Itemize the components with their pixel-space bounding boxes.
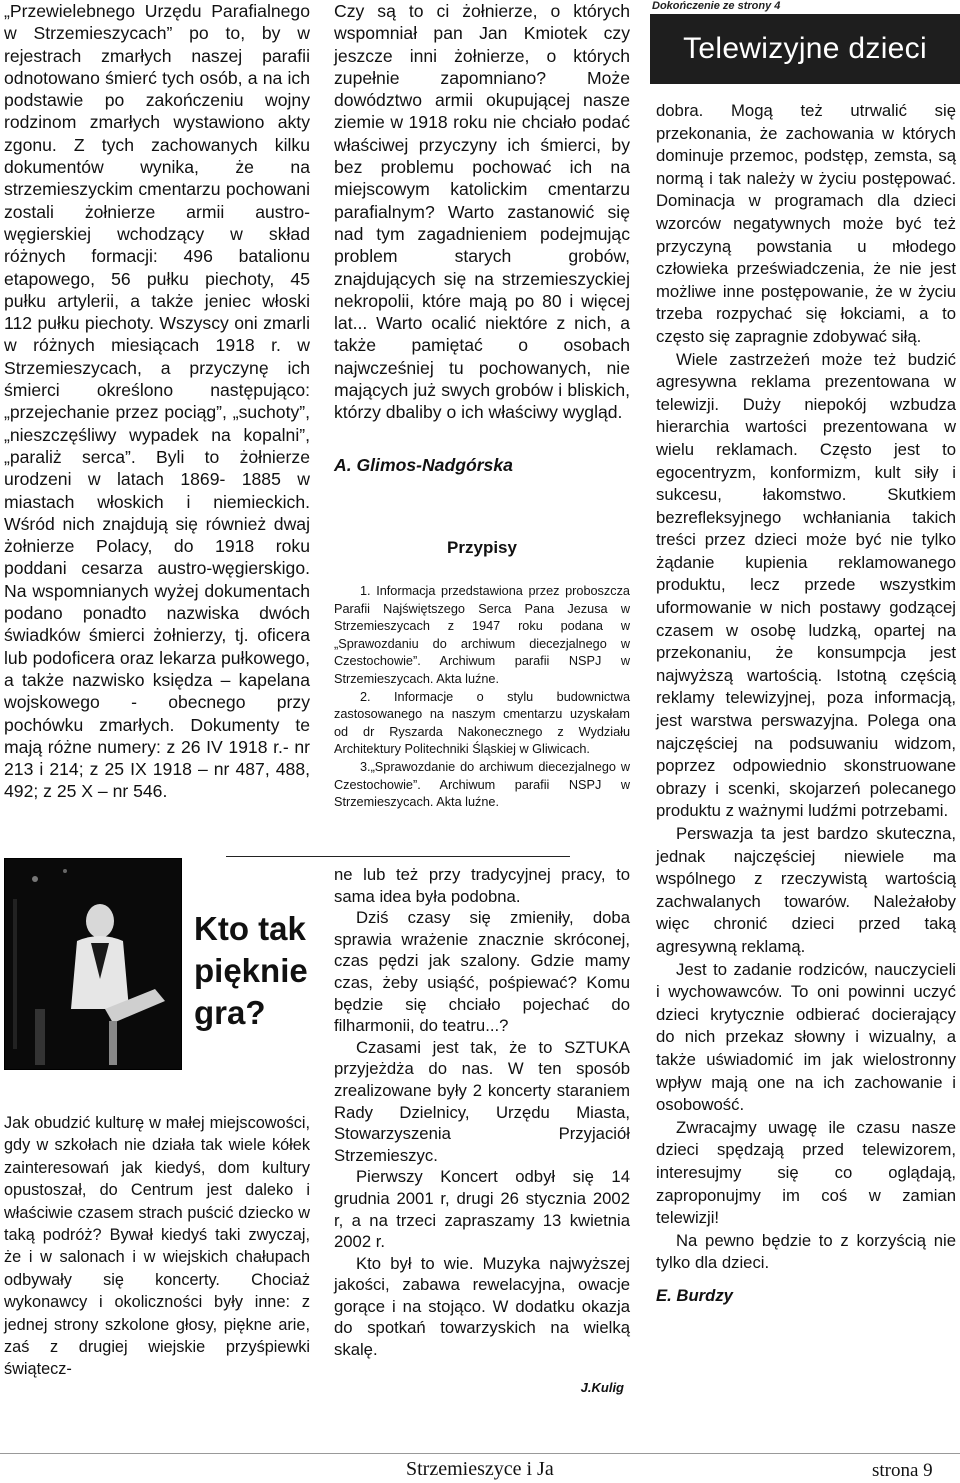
article2-paragraph-1: ne lub też przy tradycyjnej pracy, to sama idea była podobna. — [334, 865, 630, 906]
article1-column1-text: „Przewielebnego Urzędu Parafialnego w Strzemieszycach” po to, by w rejestrach zmarłych naszej parafii odnotowano śmierć tych osób, a na ich podstawie po zakończeniu wojny rodzinom zmarłych wystawiono akty zgonu. Z tych zachowanych kilku dokumentów wynika, że na strzemieszyckim cmentarzu pochowani zostali żołnierze armii austro-węgierskiej wchodzący w skład różnych formacji: 496 batalionu etapowego, 56 pułku piechoty, 45 pułku artylerii, a także jeniec włoski 112 pułku piechoty. Wszyscy oni zmarli w różnych miesiącach 1918 r. w Strzemieszycach, a przyczynę ich śmierci określono następująco: „przejechanie przez pociąg”, „suchoty”, „nieszczęśliwy wypadek na kopalni”, „paraliż serca”. Byli to żołnierze urodzeni w latach 1869- 1885 w miastach włoskich i niemieckich. Wśród nich znajdują się również dwaj żołnierze Polacy, do 1918 roku poddani cesarza austro-węgierskigo. Na wspomnianych wyżej dokumentach podano ponadto nazwiska dwóch świadków śmierci żołnierzy, tj. oficera lub podoficera oraz lekarza pułkowego, a także nazwisko księdza – kapelana wojskowego - obecnego przy pochówku zmarłych. Dokumenty te mają różne numery: z 26 IV 1918 r.- nr 213 i 214; z 25 IX 1918 – nr 487, 488, 492; z 25 X – nr 546. — [4, 1, 310, 802]
article3-paragraph-4: Jest to zadanie rodziców, nauczycieli i wychowawców. To oni powinni uczyć dzieci krytycznie odbierać docierający do nich przekaz słowny i wizualny, a także uświadomić im jak wielostronny wpływ mają one na ich zachowanie i osobowość. — [656, 959, 956, 1115]
article2-paragraph-2: Dziś czasy się zmieniły, doba sprawia wrażenie znacznie skróconej, czas pędzi jak szalony. Gdzie mamy czas, żeby usiąść, pośpiewać? Komu będzie się chciało pojechać do filharmonii, do teatru...? — [334, 908, 630, 1036]
article2-divider — [226, 856, 570, 857]
article1-author: A. Glimos-Nadgórska — [334, 454, 513, 475]
footer-divider — [0, 1453, 960, 1454]
article1-column2-text: Czy są to ci żołnierze, o których wspomniał pan Jan Kmiotek czy jeszcze inni żołnierze, o których zupełnie zapomniano? Może dowództwo armii okupującej nasze ziemie w 1918 roku nie chciało podać właściwej przyczyny ich śmierci, by bez problemu pochować ich na miejscowym katolickim cmentarzu parafialnym? Warto zastanowić się nad tym zagadnieniem podejmując problem starych grobów, znajdujących się na strzemieszyckiej nekropolii, które mają po 80 i więcej lat... Warto ocalić niektóre z nich, a także pamiętać o osobach najwcześniej tu pochowanych, nie mających już swych grobów i bliskich, którzy dbaliby o ich właściwy wygląd. — [334, 1, 630, 423]
publication-title: Strzemieszyce i Ja — [406, 1458, 554, 1480]
article2-title: Kto tak pięknie gra? — [194, 910, 308, 1031]
article2-intro-block — [4, 1112, 310, 1381]
article3-paragraph-5: Zwracajmy uwagę ile czasu nasze dzieci spędzają przed telewizorem, interesujmy się co oglądają, zaproponujmy im coś w zamian telewizji! — [656, 1117, 956, 1228]
article2-paragraph-3: Czasami jest tak, że to SZTUKA przyjeżdża do nas. W ten sposób zrealizowane były 2 koncerty staraniem Rady Dzielnicy, Urzędu Miasta, Stowarzyszenia Przyjaciół Strzemieszyc. — [334, 1037, 630, 1165]
footnotes — [334, 583, 630, 812]
article2-author: J.Kulig — [580, 1380, 624, 1395]
article3-paragraph-2: Wiele zastrzeżeń może też budzić agresywna reklama prezentowana w telewizji. Duży niepokój wzbudza hierarchia wartości prezentowana w wielu reklamach. Często jest to egocentryzm, konformizm, kult siły i sukcesu, łakomstwo. Skutkiem bezrefleksyjnego wchłaniania takich treści przez dzieci może być nie tylko żądanie kupienia reklamowanego produktu, lecz przede wszystkim uformowanie w nich postawy godzącej czasem w osobę ludzką, opartej na przekonaniu, że konsumpcja jest najwyższą wartością. Istotną częścią reklamy telewizyjnej, poza informacją, jest warstwa perswazyjna. Polega ona najczęściej na podsuwaniu widzom, poprzez odpowiednio skonstruowane obrazy i scenki, skojarzeń polecanego produktu z ważnymi ludźmi potrzebami. — [656, 349, 956, 821]
column-2 — [334, 0, 630, 476]
footnote-3: 3.„Sprawozdanie do archiwum diecezjalnego w Czestochowie”. Archiwum parafii NSPJ w Strzemieszycach. Akta luźne. — [334, 759, 630, 810]
article2-paragraph-5: Kto był to wie. Muzyka najwyższej jakości, zabawa rewelacyjna, owacje gorące i na stojąco. W dodatku okazja do spotkań towarzyskich na wielką skalę. — [334, 1253, 630, 1360]
article3-title: Telewizyjne dzieci — [650, 14, 960, 84]
column-3 — [656, 100, 956, 1307]
continuation-note: Dokończenie ze strony 4 — [652, 0, 781, 12]
column-1 — [4, 0, 310, 803]
footnote-1: 1. Informacja przedstawiona przez proboszcza Parafii Najświętszego Serca Pana Jezusa w Strzemieszycach z 1947 roku podana w „Sprawozdaniu do archiwum diecezjalnego w Czestochowie”. Archiwum parafii NSPJ w Strzemieszycach. Akta luźne. — [334, 584, 630, 686]
article3-author: E. Burdzy — [656, 1285, 733, 1305]
footnotes-heading: Przypisy — [447, 538, 517, 557]
article3-paragraph-6: Na pewno będzie to z korzyścią nie tylko dla dzieci. — [656, 1230, 956, 1273]
article2-paragraph-4: Pierwszy Koncert odbył się 14 grudnia 2001 r, drugi 26 stycznia 2002 r, a na trzeci zapraszamy 13 kwietnia 2002 r. — [334, 1167, 630, 1252]
page-number: strona 9 — [872, 1460, 933, 1481]
article2-body — [334, 864, 630, 1361]
article2-intro: Jak obudzić kulturę w małej miejscowości, gdy w szkołach nie działa tak wiele kółek zainteresowań jak kiedyś, dom kultury opustoszał, do Centrum jest daleko i właściwie czasem strach puścić dziecko w taką podróż? Bywał kiedyś taki zwyczaj, że i w salonach i w wiejskich chałupach odbywały się koncerty. Chociaż wykonawcy i okoliczności były inne: z jednej strony szkolone głosy, piękne arie, zaś z drugiej wiejskie przyśpiewki świątecz- — [4, 1114, 310, 1379]
footnote-2: 2. Informacje o stylu budownictwa zastosowanego na naszym cmentarzu uzyskałam od dr Ryszarda Nakonecznego z Wydziału Architektury Politechniki Śląskiej w Gliwicach. — [334, 689, 630, 757]
concert-photo — [4, 858, 182, 1070]
article3-paragraph-3: Perswazja ta jest bardzo skuteczna, jednak najczęściej niewiele ma wspólnego z rzeczywistą wartością zachwalanych towarów. Należałoby więc chronić dzieci przed taką agresywną reklamą. — [656, 824, 956, 956]
article3-paragraph-1: dobra. Mogą też utrwalić się przekonania, że zachowania w których dominuje przemoc, podstęp, zemsta, są normą i tak należy w życiu postępować. Dominacja w programach dla dzieci wzorców negatywnych może być też przyczyną powstania u młodego człowieka przeświadczenia, że nie jest możliwe inne postępowanie, że w życiu trzeba rozpychać się łokciami, a to często się zapragnie zdobywać siłą. — [656, 101, 956, 346]
photo-performer-at-lectern-icon — [5, 859, 181, 1069]
